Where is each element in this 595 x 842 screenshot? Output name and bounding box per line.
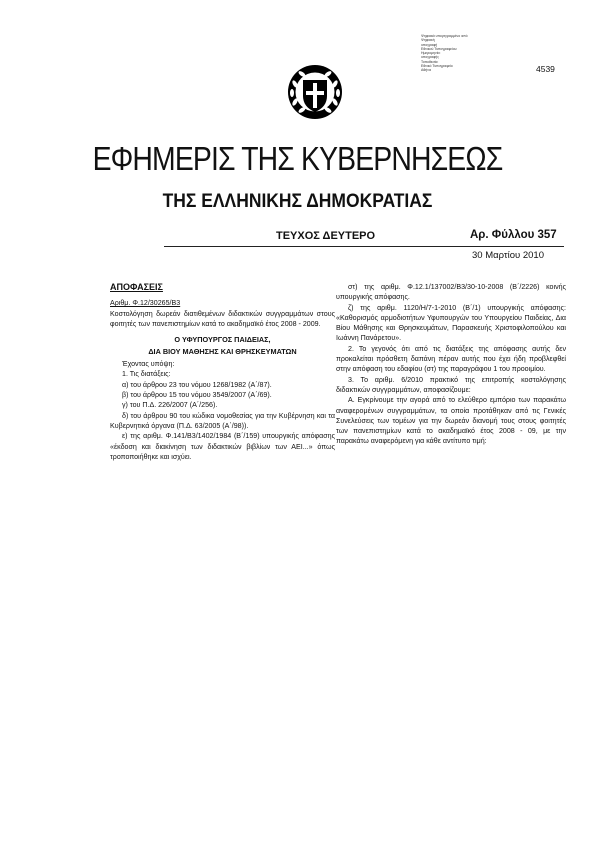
paragraph: Έχοντας υπόψη:: [122, 360, 175, 369]
signature-line: υπογραφής: [421, 55, 439, 60]
gazette-title: ΕΦΗΜΕΡΙΣ ΤΗΣ ΚΥΒΕΡΝΗΣΕΩΣ: [92, 140, 503, 177]
paragraph: 1. Τις διατάξεις:: [122, 370, 171, 379]
minister-title-line: ΔΙΑ ΒΙΟΥ ΜΑΘΗΣΗΣ ΚΑΙ ΘΡΗΣΚΕΥΜΑΤΩΝ: [148, 347, 297, 357]
paragraph: 3. Το αριθμ. 6/2010 πρακτικό της επιτροπής κοστολόγησης διδακτικών συγγραμμάτων, αποφασίζουμε:: [336, 375, 566, 394]
issue-date: 30 Μαρτίου 2010: [472, 250, 544, 261]
signature-line: Ψηφιακά υπογεγραμμένο από: [421, 34, 468, 38]
signature-line: Τοποθεσία:: [421, 59, 439, 64]
signature-line: Ημερομηνία:: [421, 51, 441, 56]
left-column: [110, 282, 335, 462]
paragraph: α) του άρθρου 23 του νόμου 1268/1982 (Α΄/87).: [122, 380, 272, 389]
paragraph: δ) του άρθρου 90 του κώδικα νομοθεσίας για την Κυβέρνηση και τα Κυβερνητικά όργανα (Π.Δ. 63/2005 (Α΄/98)).: [110, 411, 335, 430]
minister-title-line: Ο ΥΦΥΠΟΥΡΓΟΣ ΠΑΙΔΕΙΑΣ,: [174, 335, 271, 345]
paragraph: Α. Εγκρίνουμε την αγορά από το ελεύθερο εμπόριο των παρακάτω αναφερομένων συγγραμμάτων, τα οποία προτάθηκαν από τις Γενικές Συνελεύσεις των τομέων για την δωρεάν διανομή τους στους φοιτητές των πανεπιστημίων κατά το ακαδημαϊκό έτος 2008 - 09, με την παρακάτω αναφερόμενη για κάθε αντίτυπο τιμή:: [336, 396, 566, 446]
issue-series: ΤΕΥΧΟΣ ΔΕΥΤΕΡΟ: [276, 230, 376, 242]
paragraph: β) του άρθρου 15 του νόμου 3549/2007 (Α΄/69).: [122, 391, 272, 400]
paragraph: γ) του Π.Δ. 226/2007 (Α΄/256).: [122, 401, 218, 410]
signature-line: υπογραφή: [421, 42, 438, 47]
header-divider: [164, 246, 564, 247]
paragraph: στ) της αριθμ. Φ.12.1/137002/Β3/30-10-2008 (Β΄/2226) κοινής υπουργικής απόφασης.: [336, 283, 566, 302]
right-column: [336, 282, 566, 447]
greek-coat-of-arms-emblem: [286, 62, 344, 120]
section-heading: ΑΠΟΦΑΣΕΙΣ: [110, 282, 163, 292]
decision-number: Αριθμ. Φ.12/30265/Β3: [110, 299, 181, 308]
page-number: 4539: [536, 64, 555, 74]
decision-subject: Κοστολόγηση δωρεάν διατιθεμένων διδακτικών συγγραμμάτων στους φοιτητές των πανεπιστημίων κατά το ακαδημαϊκό έτος 2008 - 2009.: [110, 309, 335, 328]
paragraph: 2. Το γεγονός ότι από τις διατάξεις της απόφασης αυτής δεν προκαλείται πρόσθετη δαπάνη πέραν αυτής που έχει ήδη προβλεφθεί στην απόφαση του εδαφίου (στ) της παραγράφου 1 του προοιμίου.: [336, 344, 566, 374]
signature-line: Εθνικού Τυπογραφείου: [421, 46, 457, 51]
signature-line: Εθνικό Τυπογραφείο: [421, 64, 453, 69]
digital-signature-block: [421, 34, 479, 73]
republic-subtitle: ΤΗΣ ΕΛΛΗΝΙΚΗΣ ΔΗΜΟΚΡΑΤΙΑΣ: [162, 191, 433, 212]
paragraph: ε) της αριθμ. Φ.141/Β3/1402/1984 (Β΄/159) υπουργικής απόφασης «έκδοση και διακίνηση των διδακτικών βιβλίων των ΑΕΙ...» όπως τροποποιήθηκε και ισχύει.: [110, 432, 335, 461]
signature-line: Ψηφιακή: [421, 38, 435, 43]
paragraph: ζ) της αριθμ. 1120/Η/7-1-2010 (Β΄/1) υπουργικής απόφασης: «Καθορισμός αρμοδιοτήτων Υφυπουργών του Υπουργείου Παιδείας, Δια Βίου Μάθησης και Θρησκευμάτων, Παρασκευής Χριστοφιλοπούλου και Ιωάννη Πανάρετου».: [336, 303, 566, 343]
sheet-number: Αρ. Φύλλου 357: [470, 229, 557, 241]
signature-line: Αθήνα: [421, 68, 432, 73]
